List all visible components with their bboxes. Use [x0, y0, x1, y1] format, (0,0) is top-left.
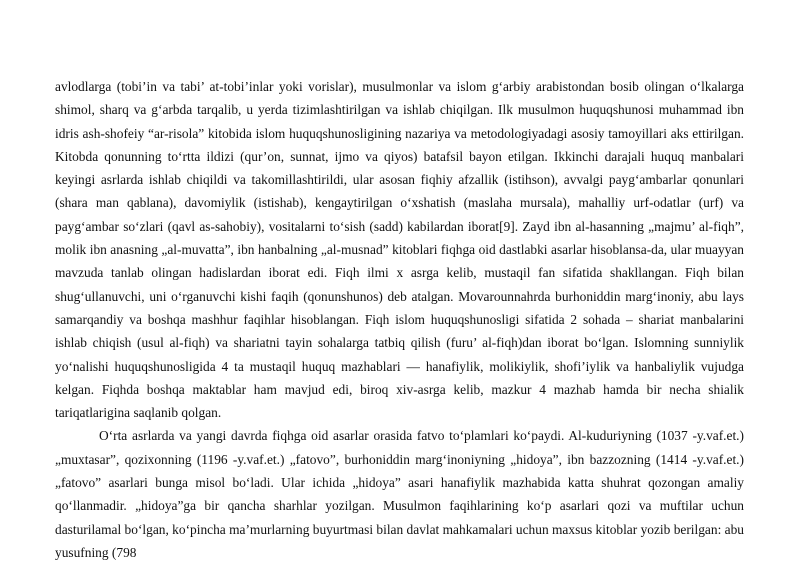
paragraph-2: O‘rta asrlarda va yangi davrda fiqhga oid asarlar orasida fatvo to‘plamlari ko‘paydi. Al-kuduriyning (1037 -y.vaf.et.) „muxtasar”, qozixonning (1196 -y.vaf.et.) „fatovo”, burhoniddin marg‘inoniyning „hidoya”, ibn bazzozning (1414 -y.vaf.et.) „fatovo” asarlari bunga misol bo‘ladi. Ular ichida „hidoya” asari hanafiylik mazhabida katta shuhrat qozongan amaliy qo‘llanmadir. „hidoya”ga bir qancha sharhlar yozilgan. Musulmon faqihlarining ko‘p asarlari qozi va muftilar uchun dasturilamal bo‘lgan, ko‘pincha ma’murlarning buyurtmasi bilan davlat mahkamalari uchun maxsus kitoblar yozib berilgan: abu yusufning (798 [55, 428, 744, 560]
document-page [55, 75, 744, 564]
paragraph-1: avlodlarga (tobi’in va tabi’ at-tobi’inlar yoki vorislar), musulmonlar va islom g‘arbiy arabistondan bosib olingan o‘lkalarga shimol, sharq va g‘arbda tarqalib, u yerda tizimlashtirilgan va ishlab chiqilgan. Ilk musulmon huquqshunosi muhammad ibn idris ash-shofeiy “ar-risola” kitobida islom huquqshunosligining nazariya va metodologiyadagi asosiy tamoyillari aks ettirilgan. Kitobda qonunning to‘rtta ildizi (qur’on, sunnat, ijmo va qiyos) batafsil bayon etilgan. Ikkinchi darajali huquq manbalari keyingi asrlarda ishlab chiqildi va takomillashtirildi, ular asosan fiqhiy afzallik (istihson), avvalgi payg‘ambarlar qonunlari (shara man qablana), davomiylik (istishab), kengaytirilgan o‘xshatish (maslaha mursala), mahalliy urf-odatlar (urf) va payg‘ambar so‘zlari (qavl as-sahobiy), vositalarni to‘sish (sadd) kabilardan iborat[9]. Zayd ibn al-hasanning „majmu’ al-fiqh”, molik ibn anasning „al-muvatta”, ibn hanbalning „al-musnad” kitoblari fiqhga oid dastlabki asarlar hisoblansa-da, ular muayyan mavzuda tanlab olingan hadislardan iborat edi. Fiqh ilmi x asrga kelib, mustaqil fan sifatida shakllangan. Fiqh bilan shug‘ullanuvchi, uni o‘rganuvchi kishi faqih (qonunshunos) deb atalgan. Movarounnahrda burhoniddin marg‘inoniy, abu lays samarqandiy va boshqa mashhur faqihlar hisoblangan. Fiqh islom huquqshunosligi sifatida 2 sohada – shariat manbalarini ishlab chiqish (usul al-fiqh) va shariatni tayin sohalarga tatbiq qilish (furu’ al-fiqh)dan iborat bo‘lgan. Islomning sunniylik yo‘nalishi huquqshunosligida 4 ta mustaqil huquq mazhablari — hanafiylik, molikiylik, shofi’iylik va hanbaliylik vujudga kelgan. Fiqhda boshqa maktablar ham mavjud edi, biroq xiv-asrga kelib, mazkur 4 mazhab hamda bir necha shialik tariqatlarigina saqlanib qolgan. [55, 79, 744, 421]
